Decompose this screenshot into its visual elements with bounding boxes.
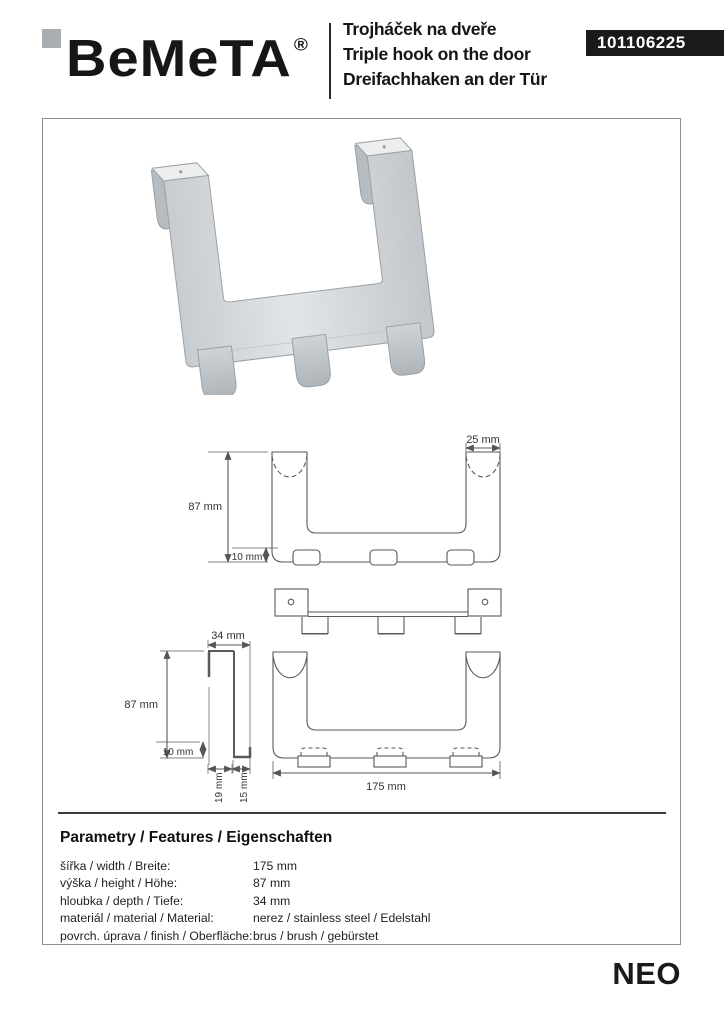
depth-dim-label: 34 mm: [211, 630, 245, 642]
top-plate-right: [468, 589, 501, 616]
screw-hole-left: [288, 599, 294, 605]
parameter-value: 175 mm: [253, 859, 298, 873]
parameter-row-material: [60, 910, 431, 927]
rear-hook-tab-3: [450, 756, 482, 767]
rear-view-drawing: [273, 652, 500, 793]
brand-logo: [42, 20, 309, 90]
top-hook-tab-3: [455, 617, 481, 634]
parameter-value: brus / brush / gebürstet: [253, 928, 379, 943]
parameters-heading: Parametry / Features / Eigenschaften: [60, 829, 333, 846]
rear-hook-tab-2: [374, 756, 406, 767]
back-segment-dim-label: 19 mm: [214, 772, 225, 803]
hidden-bend-arc-right: [466, 456, 500, 477]
parameter-row-depth: [60, 893, 431, 910]
hidden-bend-arc-left: [272, 456, 307, 477]
front-hook-tab-1: [293, 550, 320, 565]
front-hook-tab-2: [370, 550, 397, 565]
arm-width-dim-label: 25 mm: [466, 434, 500, 446]
rear-hook-tab-1: [298, 756, 330, 767]
hook-1: [198, 346, 238, 395]
hook-2: [292, 334, 332, 388]
technical-drawings: [100, 425, 560, 810]
top-hook-tab-2: [378, 617, 404, 634]
front-height-dim-label: 87 mm: [188, 501, 222, 513]
product-title-de: Dreifachhaken an der Tür: [343, 69, 547, 89]
top-plate-left: [275, 589, 308, 616]
collection-name: NEO: [612, 956, 681, 991]
parameter-value: 87 mm: [253, 876, 291, 891]
hook-3: [386, 323, 426, 377]
parameter-value: nerez / stainless steel / Edelstahl: [253, 911, 431, 926]
front-hook-dim-label: 10 mm: [231, 552, 263, 563]
top-view-drawing: [275, 589, 501, 634]
product-titles: [343, 17, 547, 92]
side-view-drawing: [124, 630, 250, 803]
registered-mark: ®: [293, 35, 309, 55]
product-title-cs: Trojháček na dveře: [343, 19, 497, 39]
parameter-row-width: [60, 858, 431, 875]
front-segment-dim-label: 15 mm: [239, 772, 250, 803]
product-title-en: Triple hook on the door: [343, 44, 531, 64]
parameter-value: 34 mm: [253, 893, 291, 908]
front-hook-tab-3: [447, 550, 474, 565]
width-dim-label: 175 mm: [366, 781, 406, 793]
front-view-drawing: [188, 434, 500, 565]
header-divider: [329, 23, 331, 99]
top-hook-tab-1: [302, 617, 328, 634]
bend-arc-left: [273, 656, 307, 678]
parameter-label: povrch. úprava / finish / Oberfläche:: [60, 928, 253, 943]
product-photo: [120, 125, 480, 395]
logo-square-icon: [42, 29, 61, 48]
parameter-label: hloubka / depth / Tiefe:: [60, 893, 184, 908]
side-hook-dim-label: 10 mm: [162, 747, 194, 758]
screw-hole-right: [482, 599, 488, 605]
product-code-badge: 101106225: [586, 30, 724, 56]
parameter-label: šířka / width / Breite:: [60, 859, 171, 873]
parameters-table: [60, 858, 431, 945]
brand-name: [66, 20, 309, 88]
parameter-row-finish: [60, 928, 431, 945]
bend-arc-right: [466, 656, 500, 678]
brand-text: BeMeTA: [66, 29, 292, 88]
side-height-dim-label: 87 mm: [124, 699, 158, 711]
parameter-row-height: [60, 875, 431, 892]
parameter-label: materiál / material / Material:: [60, 911, 214, 926]
parameters-divider: [58, 812, 666, 814]
parameter-label: výška / height / Höhe:: [60, 876, 178, 891]
